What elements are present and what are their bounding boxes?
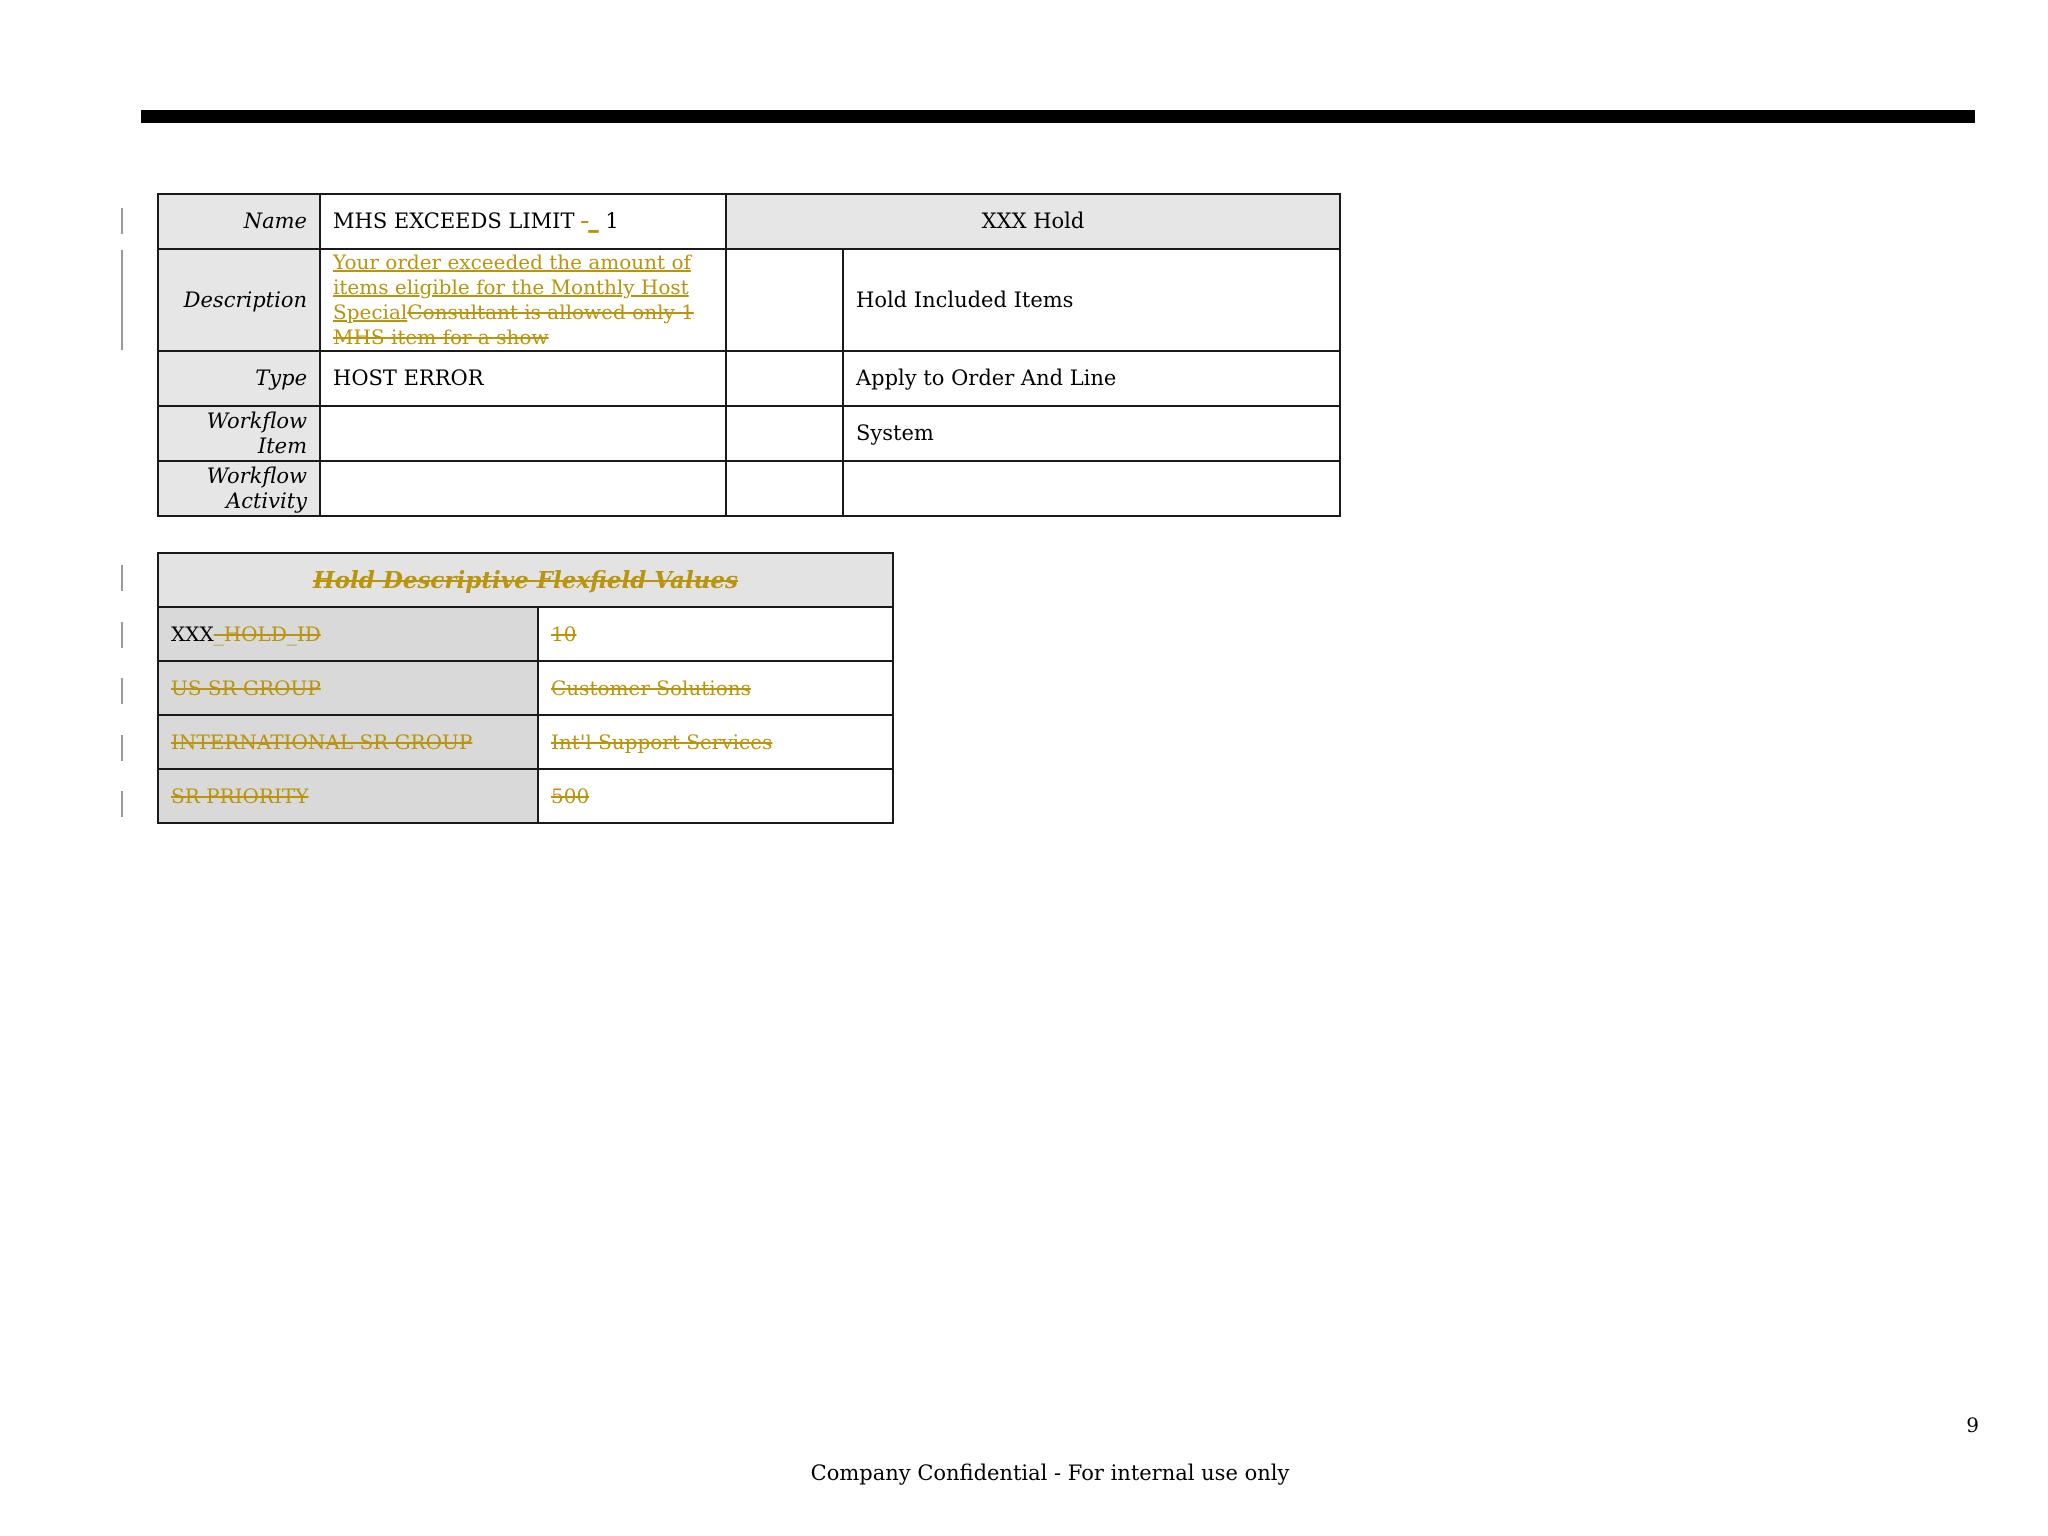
flexfield-title — [158, 553, 893, 607]
workflow-item-value — [320, 406, 726, 461]
change-bar — [121, 208, 123, 234]
change-bar — [121, 791, 123, 817]
flexfield-value-cell — [538, 715, 893, 769]
table-row — [158, 769, 893, 823]
name-suffix-text: 1 — [598, 209, 619, 233]
confidential-footer: Company Confidential - For internal use only — [810, 1461, 1290, 1485]
table-row — [158, 461, 1340, 516]
hold-definition-table — [157, 193, 1341, 517]
flexfield-value-deleted: Customer Solutions — [551, 675, 751, 700]
flexfield-name-cell — [158, 769, 538, 823]
table-row — [158, 607, 893, 661]
flexfield-title-text: Hold Descriptive Flexfield Values — [312, 566, 738, 594]
header-rule — [141, 110, 1975, 123]
apply-to-value: Apply to Order And Line — [843, 351, 1340, 406]
name-inserted-text: _ — [588, 209, 599, 233]
flexfield-name-cell — [158, 661, 538, 715]
change-bar — [121, 250, 123, 350]
description-inserted-text: Your order exceeded the amount of items eligible for the Monthly Host Special — [333, 250, 691, 324]
empty-cell — [726, 351, 843, 406]
table-row — [158, 194, 1340, 249]
workflow-item-label: Workflow Item — [158, 406, 320, 461]
change-bar — [121, 622, 123, 648]
empty-cell — [726, 461, 843, 516]
flexfield-name-cell — [158, 607, 538, 661]
hold-included-items: Hold Included Items — [843, 249, 1340, 351]
empty-cell — [726, 249, 843, 351]
type-value: HOST ERROR — [320, 351, 726, 406]
flexfield-name-deleted: US SR GROUP — [171, 675, 321, 700]
change-bar — [121, 735, 123, 761]
workflow-activity-right-value — [843, 461, 1340, 516]
flexfield-value-deleted: 500 — [551, 783, 590, 808]
description-label: Description — [158, 249, 320, 351]
flexfield-value-deleted: 10 — [551, 621, 577, 646]
hold-header: XXX Hold — [726, 194, 1340, 249]
change-bar — [121, 678, 123, 704]
change-bar — [121, 565, 123, 591]
flexfield-name-deleted: _HOLD_ID — [213, 621, 321, 646]
table-row — [158, 406, 1340, 461]
name-label: Name — [158, 194, 320, 249]
table-row — [158, 715, 893, 769]
type-label: Type — [158, 351, 320, 406]
flexfield-values-table — [157, 552, 894, 824]
system-value: System — [843, 406, 1340, 461]
description-value — [320, 249, 726, 351]
empty-cell — [726, 406, 843, 461]
table-row — [158, 553, 893, 607]
flexfield-name-cell — [158, 715, 538, 769]
flexfield-value-cell — [538, 607, 893, 661]
workflow-activity-label: Workflow Activity — [158, 461, 320, 516]
name-value — [320, 194, 726, 249]
flexfield-name-deleted: INTERNATIONAL SR GROUP — [171, 729, 473, 754]
table-row — [158, 661, 893, 715]
name-deleted-text: - — [581, 209, 589, 233]
flexfield-value-cell — [538, 769, 893, 823]
name-text: MHS EXCEEDS LIMIT — [333, 209, 582, 233]
table-row — [158, 351, 1340, 406]
flexfield-name-prefix: XXX — [171, 621, 214, 646]
workflow-activity-value — [320, 461, 726, 516]
flexfield-name-deleted: SR PRIORITY — [171, 783, 309, 808]
page-number: 9 — [1966, 1413, 1979, 1437]
flexfield-value-deleted: Int'l Support Services — [551, 729, 773, 754]
table-row — [158, 249, 1340, 351]
flexfield-value-cell — [538, 661, 893, 715]
description-deleted-text: Consultant is allowed only 1 MHS item for a show — [333, 300, 694, 349]
